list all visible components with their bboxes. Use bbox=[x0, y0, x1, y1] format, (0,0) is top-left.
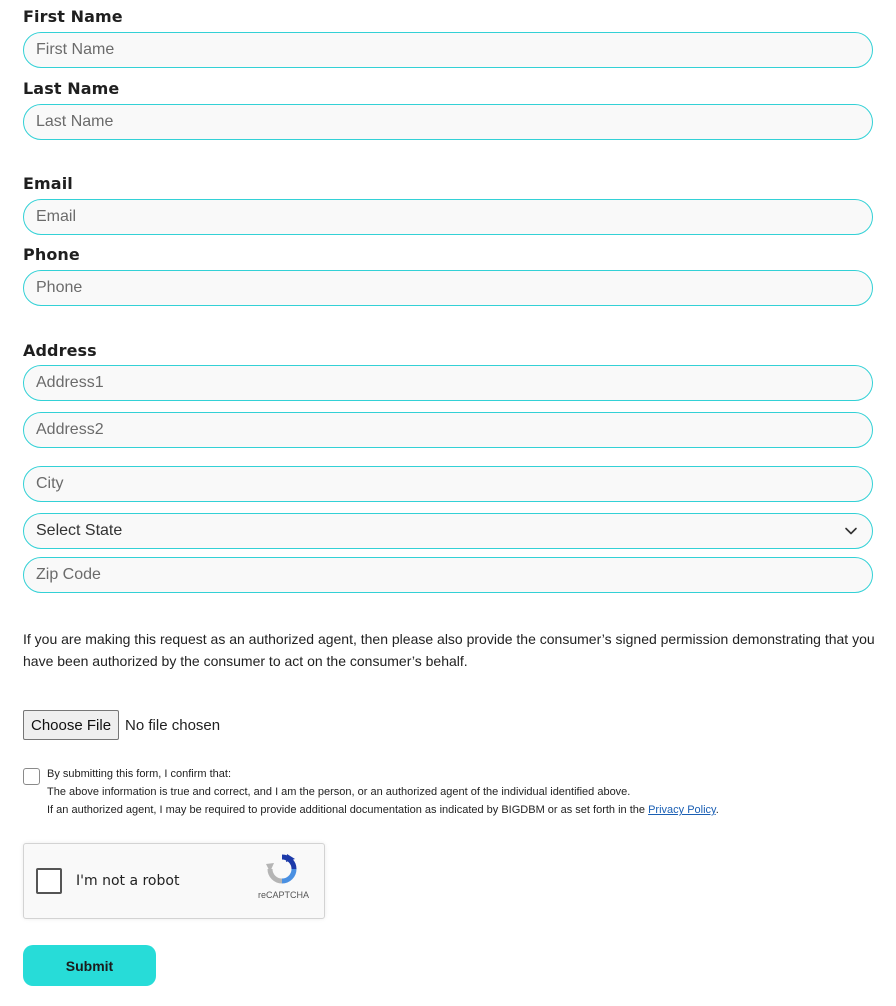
recaptcha-logo-icon bbox=[265, 852, 299, 886]
privacy-policy-link[interactable]: Privacy Policy bbox=[648, 804, 716, 816]
consent-line-3-end: . bbox=[715, 804, 719, 816]
consent-line-3-text: If an authorized agent, I may be required to provide additional documentation as indicated by BIGDBM or as set forth in the bbox=[47, 804, 646, 816]
state-select[interactable] bbox=[23, 513, 873, 549]
file-upload bbox=[23, 710, 220, 740]
last-name-label: Last Name bbox=[23, 79, 120, 98]
address-label: Address bbox=[23, 341, 97, 360]
recaptcha-label: I'm not a robot bbox=[76, 873, 180, 889]
recaptcha-widget bbox=[23, 843, 325, 919]
email-label: Email bbox=[23, 174, 73, 193]
agent-notice: If you are making this request as an authorized agent, then please also provide the consumer’s signed permission demonstrating that you have been authorized by the consumer to act on the consumer’s behalf. bbox=[23, 631, 875, 669]
first-name-input[interactable] bbox=[23, 32, 873, 68]
address2-input[interactable] bbox=[23, 412, 873, 448]
address1-input[interactable] bbox=[23, 365, 873, 401]
consent-checkbox[interactable] bbox=[23, 768, 40, 785]
file-status: No file chosen bbox=[125, 716, 221, 734]
email-input[interactable] bbox=[23, 199, 873, 235]
consent-text bbox=[47, 765, 719, 819]
phone-label: Phone bbox=[23, 245, 80, 264]
recaptcha-brand: reCAPTCHA bbox=[258, 890, 310, 900]
recaptcha-checkbox[interactable] bbox=[36, 868, 62, 894]
consent-line-1: By submitting this form, I confirm that: bbox=[47, 768, 232, 780]
phone-input[interactable] bbox=[23, 270, 873, 306]
consent-line-3 bbox=[47, 801, 719, 819]
first-name-label: First Name bbox=[23, 7, 123, 26]
consent-line-2: The above information is true and correct, and I am the person, or an authorized agent of the individual identified above. bbox=[47, 786, 631, 798]
last-name-input[interactable] bbox=[23, 104, 873, 140]
chevron-down-icon bbox=[844, 524, 858, 538]
city-input[interactable] bbox=[23, 466, 873, 502]
submit-button[interactable]: Submit bbox=[23, 945, 156, 986]
zip-code-input[interactable] bbox=[23, 557, 873, 593]
choose-file-button[interactable]: Choose File bbox=[23, 710, 119, 740]
state-select-value: Select State bbox=[36, 522, 123, 539]
